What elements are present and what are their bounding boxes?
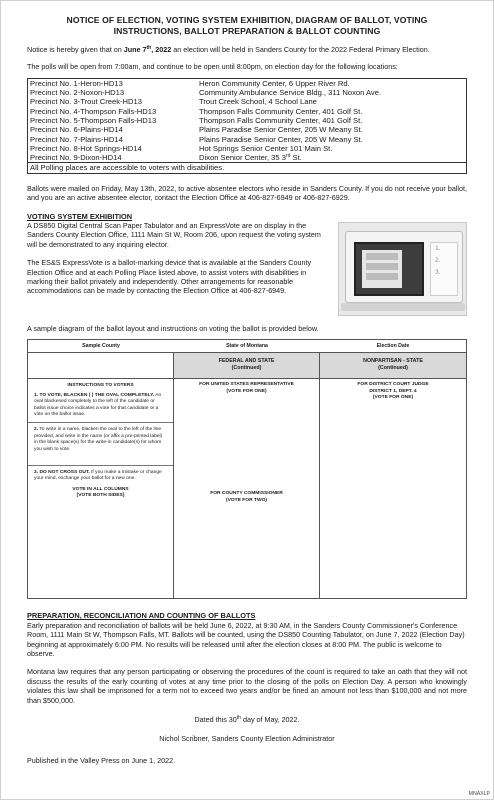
- instruction-1-bold: 1. TO VOTE, BLACKEN ( ) THE OVAL COMPLETELY.: [34, 392, 155, 398]
- dated-line: [27, 715, 467, 724]
- device-screen-content: [362, 250, 402, 288]
- nonpartisan-races-column: [320, 379, 466, 598]
- dated-end: day of May, 2022.: [240, 715, 300, 725]
- election-year: , 2022: [151, 45, 172, 54]
- election-date-suffix: th: [146, 45, 152, 51]
- election-intro: [27, 45, 467, 54]
- race-judge-vote-count: (VOTE FOR ONE): [372, 395, 414, 401]
- ballot-election-date: Election Date: [376, 343, 410, 350]
- precinct-row: [28, 88, 466, 97]
- voting-system-para2: The ES&S ExpressVote is a ballot-marking device that is available at the Sanders County Election Office and at each Polling Place listed above, to assist voters with disabilities in marking their ballot privately and independently. Other arrangements for reasonable accommodations can be made by contacting the Election Office at 406-827-6949.: [27, 258, 312, 296]
- sample-ballot: [27, 339, 467, 599]
- ballot-header: [28, 340, 466, 353]
- instruction-divider: [28, 465, 173, 466]
- instruction-1: [34, 393, 167, 419]
- device-base: [341, 303, 465, 311]
- device-number: 3.: [435, 270, 441, 276]
- voting-system-text: [27, 221, 328, 316]
- nonpartisan-section-title: NONPARTISAN - STATE: [363, 358, 423, 365]
- counting-heading: PREPARATION, RECONCILIATION AND COUNTING OF BALLOTS: [27, 611, 256, 621]
- publisher-watermark: MNAXLP: [468, 791, 490, 797]
- accessibility-note: All Polling places are accessible to voters with disabilities.: [28, 162, 466, 172]
- device-side-panel: [430, 242, 458, 296]
- intro-part1: Notice is hereby given that on: [27, 45, 122, 54]
- precinct-name: Precinct No. 6-Plains-HD14: [30, 125, 123, 135]
- counting-section: [27, 611, 467, 705]
- precinct-location-main: Dixon Senior Center, 35 3: [199, 153, 286, 163]
- instruction-divider: [28, 422, 173, 423]
- ballot-county: Sample County: [82, 343, 120, 350]
- race-judge-district: DISTRICT 1, DEPT. 4: [369, 388, 417, 394]
- precinct-location: Plains Paradise Senior Center, 205 W Meany St.: [199, 125, 363, 135]
- instruction-3: [34, 470, 167, 483]
- federal-races-column: [174, 379, 320, 598]
- sample-ballot-intro: A sample diagram of the ballot layout and instructions on voting the ballot is provided below.: [27, 324, 319, 333]
- precinct-location: Trout Creek School, 4 School Lane: [199, 97, 317, 107]
- ballot-state: State of Montana: [226, 343, 268, 350]
- precinct-location: Thompson Falls Community Center, 401 Golf St.: [199, 106, 363, 116]
- vote-all-line2: [VOTE BOTH SIDES]: [76, 493, 125, 499]
- instruction-2-bold: 2.: [34, 427, 39, 433]
- expressvote-device-photo: [338, 222, 467, 316]
- federal-state-section: [174, 353, 320, 378]
- instruction-1-text: An oval blackened completely to the left of the candidate or ballot issue choice indicates a vote for that candidate or a vote on the ballot issue.: [34, 392, 162, 418]
- instruction-2-text: To write in a name, blacken the oval to the left of the line provided, and write in the name (or affix a pre-printed label) in the blank space(s) for the write-in candidate(s) for whom you wish to vote.: [34, 427, 163, 452]
- federal-section-title: FEDERAL AND STATE: [218, 358, 275, 365]
- counting-para2: Montana law requires that any person participating or observing the procedures of the count is required to take an oath that they will not discuss the results of the early counting of votes at any time prior to the closing of the polls on Election Day. A person who knowingly violates this law shall be imprisoned for a term not to exceed two years and/or be fined an amount not less than $100,000 and not more than $500,000.: [27, 667, 467, 705]
- instruction-3-bold: 3. DO NOT CROSS OUT.: [34, 470, 90, 476]
- precinct-location-end: St.: [290, 153, 302, 163]
- precinct-row: [28, 144, 466, 153]
- voter-instructions: [28, 379, 174, 598]
- counting-para1: Early preparation and reconciliation of ballots will be held June 6, 2022, at 9:30 AM, in the Sanders County Commissioner's Conference Room, 1111 Main St W, Thompson Falls, MT. Ballots will be counted, using the DS850 Counting Tabulator, on June 7, 2022 (Election Day) beginning at approximately 6:00 PM. No results will be released until after the election closes at 8:00 PM. The public is welcome to observe.: [27, 620, 465, 659]
- precinct-location: Heron Community Center, 6 Upper River Rd.: [199, 78, 350, 88]
- precinct-location-suffix: rd: [285, 153, 291, 160]
- device-number: 2.: [435, 258, 441, 264]
- voting-system-body: [27, 221, 467, 316]
- dated-main: Dated this 30: [194, 715, 237, 725]
- race-judge-title: FOR DISTRICT COURT JUDGE: [357, 382, 429, 388]
- race-rep-vote-count: (VOTE FOR ONE): [226, 388, 267, 394]
- precinct-row: [28, 135, 466, 144]
- precinct-name: Precinct No. 9-Dixon-HD14: [30, 153, 122, 163]
- precinct-location: Hot Springs Senior Center 101 Main St.: [199, 143, 333, 153]
- race-district-judge: [320, 382, 466, 401]
- precinct-row: [28, 116, 466, 125]
- precinct-name: Precinct No. 1-Heron-HD13: [30, 78, 123, 88]
- federal-section-continued: (Continued): [231, 365, 262, 372]
- precinct-name: Precinct No. 4-Thompson Falls-HD13: [30, 106, 157, 116]
- precinct-name: Precinct No. 8-Hot Springs-HD14: [30, 143, 142, 153]
- precinct-location: Plains Paradise Senior Center, 205 W Meany St.: [199, 134, 363, 144]
- election-date: June 7: [123, 45, 147, 54]
- intro-part2: an election will be held in Sanders County for the 2022 Federal Primary Election.: [173, 45, 430, 54]
- precinct-row: [28, 153, 466, 162]
- instructions-title: INSTRUCTIONS TO VOTERS: [67, 383, 134, 389]
- nonpartisan-section: [320, 353, 466, 378]
- polls-hours: The polls will be open from 7:00am, and continue to be open until 8:00pm, on election day for the following locations:: [27, 62, 398, 72]
- race-us-representative: [174, 382, 319, 395]
- voting-system-section: [27, 212, 467, 316]
- published-line: Published in the Valley Press on June 1, 2022.: [27, 755, 176, 765]
- race-comm-vote-count: (VOTE FOR TWO): [225, 497, 268, 503]
- vote-all-line1: VOTE IN ALL COLUMNS: [72, 486, 129, 492]
- device-body: [345, 231, 463, 303]
- precinct-row: [28, 125, 466, 134]
- instruction-3-text: If you make a mistake or change your mind, exchange your ballot for a new one.: [34, 470, 162, 482]
- device-screen: [354, 242, 424, 296]
- race-rep-title: FOR UNITED STATES REPRESENTATIVE: [199, 382, 294, 388]
- race-comm-title: FOR COUNTY COMMISSIONER: [210, 491, 283, 497]
- notice-title-line2: INSTRUCTIONS, BALLOT PREPARATION & BALLOT COUNTING: [113, 26, 381, 36]
- precinct-row: [28, 79, 466, 88]
- absentee-notice: Ballots were mailed on Friday, May 13th, 2022, to active absentee electors who reside in Sanders County. If you do not receive your ballot, and you are an active absentee elector, contact the Election Office at 406-827-6949 or 406-827-6929.: [27, 183, 468, 203]
- ballot-blank-cell: [28, 353, 174, 378]
- nonpartisan-section-continued: (Continued): [378, 365, 408, 372]
- precinct-name: Precinct No. 5-Thompson Falls-HD13: [30, 116, 157, 125]
- voting-system-para1: A DS850 Digital Central Scan Paper Tabulator and an ExpressVote are on display in the Sanders County Election Office, 1111 Main St W, Room 206, upon request the voting system will be demonstrated to any inquiring elector.: [27, 221, 321, 249]
- signature-line: Nichol Scribner, Sanders County Election Administrator: [159, 734, 335, 744]
- notice-title-line1: NOTICE OF ELECTION, VOTING SYSTEM EXHIBITION, DIAGRAM OF BALLOT, VOTING: [66, 15, 428, 25]
- device-number: 1.: [435, 246, 441, 252]
- notice-title: [27, 15, 467, 37]
- vote-all-columns: [34, 487, 167, 500]
- race-county-commissioner: [174, 491, 319, 504]
- precinct-name: Precinct No. 7-Plains-HD14: [30, 134, 123, 144]
- precinct-table: [27, 78, 467, 174]
- precinct-row: [28, 107, 466, 116]
- instruction-2: [34, 427, 167, 453]
- precinct-name: Precinct No. 3-Trout Creek-HD13: [30, 97, 142, 107]
- precinct-row: [28, 97, 466, 106]
- precinct-location: [199, 153, 302, 162]
- precinct-location: Thompson Falls Community Center, 401 Golf St.: [199, 116, 363, 125]
- dated-suffix: th: [236, 715, 241, 722]
- ballot-section-row: [28, 353, 466, 379]
- precinct-location: Community Ambulance Service Bldg., 311 Noxon Ave.: [199, 88, 382, 98]
- precinct-name: Precinct No. 2-Noxon-HD13: [30, 88, 125, 98]
- ballot-body: [28, 379, 466, 598]
- voting-system-heading: VOTING SYSTEM EXHIBITION: [27, 211, 133, 221]
